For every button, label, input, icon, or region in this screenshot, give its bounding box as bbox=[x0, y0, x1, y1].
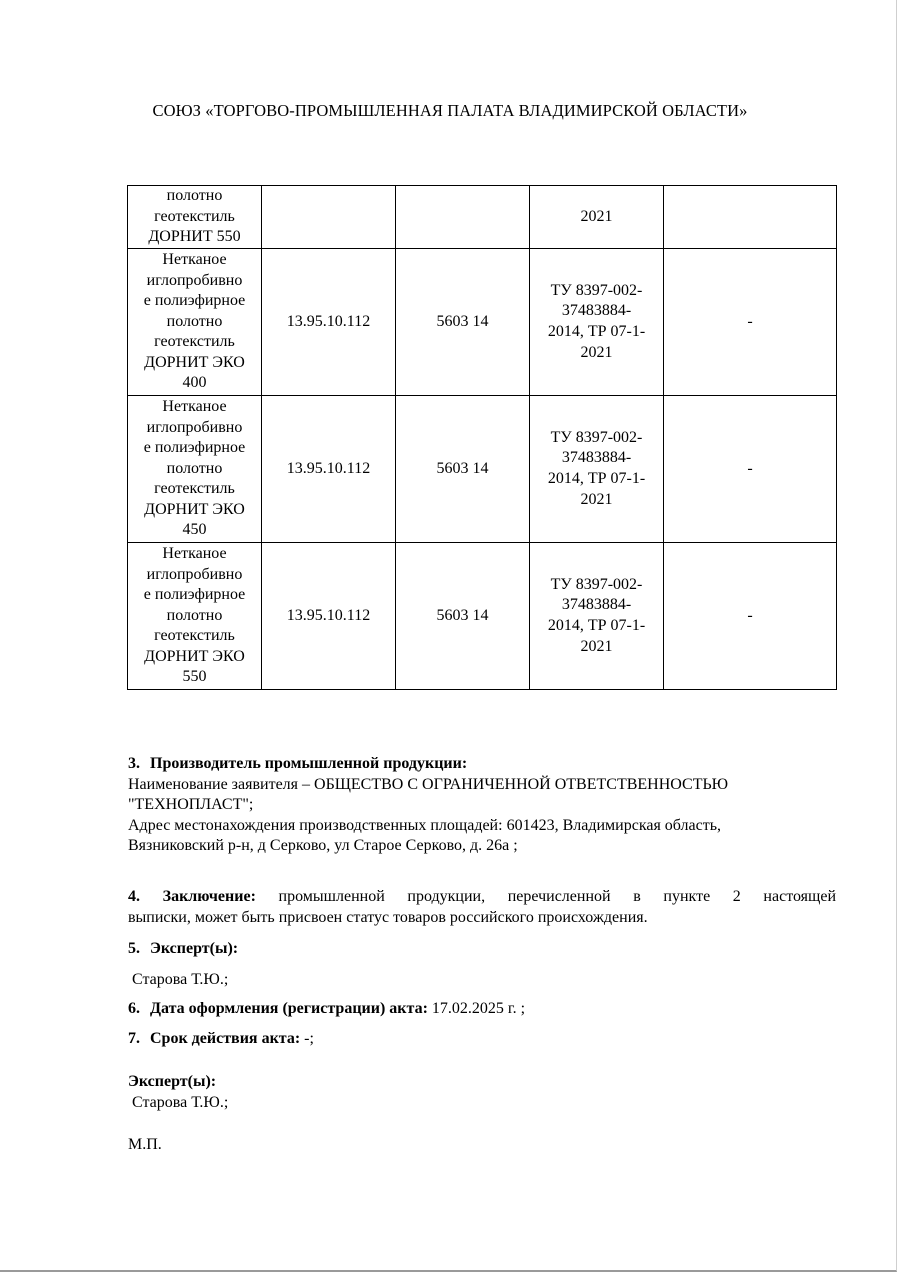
product-name-line: полотно bbox=[166, 606, 223, 624]
product-name-line: Нетканое bbox=[162, 250, 227, 268]
section-validity bbox=[128, 1029, 836, 1050]
organization-title bbox=[0, 101, 899, 121]
validity-value: -; bbox=[304, 1030, 314, 1047]
section-title: Эксперт(ы): bbox=[150, 940, 239, 957]
product-name-line: геотекстиль bbox=[154, 480, 235, 498]
table-row bbox=[128, 249, 837, 396]
tnved-cell bbox=[396, 186, 530, 249]
registration-date-value: 17.02.2025 г. ; bbox=[431, 1000, 526, 1017]
section-number: 7. bbox=[128, 1030, 140, 1047]
standard-line: 2014, ТР 07-1- bbox=[547, 470, 646, 487]
table-row bbox=[128, 396, 837, 543]
standard-cell bbox=[530, 543, 664, 690]
products-table-body bbox=[128, 186, 837, 690]
signature-heading: Эксперт(ы): bbox=[128, 1073, 217, 1090]
section-title: Заключение: bbox=[162, 888, 256, 905]
section-experts bbox=[128, 939, 836, 960]
applicant-line: "ТЕХНОПЛАСТ"; bbox=[128, 796, 254, 814]
product-name-line: полотно bbox=[166, 459, 223, 477]
okpd-cell: 13.95.10.112 bbox=[262, 249, 396, 396]
standard-line: 2021 bbox=[580, 343, 613, 361]
section-title: Производитель промышленной продукции: bbox=[150, 755, 468, 772]
okpd-cell: 13.95.10.112 bbox=[262, 396, 396, 543]
product-name-line: е полиэфирное bbox=[143, 586, 246, 604]
standard-cell bbox=[530, 396, 664, 543]
conclusion-text-line: выписки, может быть присвоен статус товаров российского происхождения. bbox=[128, 908, 648, 926]
standard-line: 37483884- bbox=[561, 596, 632, 614]
section-manufacturer bbox=[128, 754, 836, 857]
product-name-line: ДОРНИТ 550 bbox=[148, 228, 241, 246]
product-name-line: иглопробивно bbox=[146, 565, 243, 583]
section-number: 6. bbox=[128, 1000, 140, 1017]
product-name-line: е полиэфирное bbox=[143, 439, 246, 457]
okpd-cell: 13.95.10.112 bbox=[262, 543, 396, 690]
product-name-line: геотекстиль bbox=[154, 333, 235, 351]
product-name-cell bbox=[128, 543, 262, 690]
product-name-line: е полиэфирное bbox=[143, 292, 246, 310]
extra-cell: - bbox=[664, 396, 837, 543]
tnved-cell: 5603 14 bbox=[396, 249, 530, 396]
product-name-line: ДОРНИТ ЭКО bbox=[144, 500, 245, 518]
product-name-line: ДОРНИТ ЭКО bbox=[144, 647, 245, 665]
product-name-line: геотекстиль bbox=[154, 207, 235, 225]
section-number: 5. bbox=[128, 940, 140, 957]
standard-line: 2021 bbox=[580, 207, 613, 225]
conclusion-text: промышленной продукции, перечисленной в пункте 2 настоящей bbox=[278, 888, 837, 905]
product-name-line: иглопробивно bbox=[146, 271, 243, 289]
product-name-line: ДОРНИТ ЭКО bbox=[144, 353, 245, 371]
product-name-line: иглопробивно bbox=[146, 418, 243, 436]
product-name-line: полотно bbox=[166, 187, 223, 205]
product-name-cell bbox=[128, 186, 262, 249]
stamp-placeholder: М.П. bbox=[128, 1136, 162, 1153]
product-name-cell bbox=[128, 249, 262, 396]
standard-cell bbox=[530, 249, 664, 396]
product-name-line: 550 bbox=[182, 668, 207, 686]
extra-cell bbox=[664, 186, 837, 249]
product-name-line: 400 bbox=[182, 374, 207, 392]
section-title: Дата оформления (регистрации) акта: bbox=[150, 1000, 428, 1017]
expert-name: Старова Т.Ю.; bbox=[132, 971, 229, 988]
product-name-line: геотекстиль bbox=[154, 627, 235, 645]
standard-line: 2014, ТР 07-1- bbox=[547, 323, 646, 340]
standard-line: ТУ 8397-002- bbox=[550, 281, 643, 299]
applicant-line: Наименование заявителя – ОБЩЕСТВО С ОГРАНИЧЕННОЙ ОТВЕТСТВЕННОСТЬЮ bbox=[128, 775, 729, 793]
section-number: 3. bbox=[128, 755, 140, 772]
product-name-line: 450 bbox=[182, 521, 207, 539]
tnved-cell: 5603 14 bbox=[396, 396, 530, 543]
okpd-cell bbox=[262, 186, 396, 249]
standard-line: 37483884- bbox=[561, 449, 632, 467]
address-line: Вязниковский р-н, д Серково, ул Старое Серково, д. 26а ; bbox=[128, 837, 518, 855]
section-number: 4. bbox=[128, 888, 140, 905]
section-title: Срок действия акта: bbox=[150, 1030, 301, 1047]
section-conclusion bbox=[128, 887, 836, 928]
product-name-line: Нетканое bbox=[162, 397, 227, 415]
conclusion-first-line bbox=[128, 887, 836, 908]
product-name-line: полотно bbox=[166, 312, 223, 330]
standard-line: ТУ 8397-002- bbox=[550, 428, 643, 446]
product-name-line: Нетканое bbox=[162, 544, 227, 562]
signature-name: Старова Т.Ю.; bbox=[132, 1094, 229, 1111]
extra-cell: - bbox=[664, 249, 837, 396]
standard-line: 2021 bbox=[580, 490, 613, 508]
standard-line: ТУ 8397-002- bbox=[550, 575, 643, 593]
section-registration-date bbox=[128, 999, 836, 1020]
organization-title-text: СОЮЗ «ТОРГОВО-ПРОМЫШЛЕННАЯ ПАЛАТА ВЛАДИМИРСКОЙ ОБЛАСТИ» bbox=[152, 101, 748, 120]
products-table bbox=[127, 185, 837, 690]
standard-line: 2014, ТР 07-1- bbox=[547, 617, 646, 634]
table-row bbox=[128, 543, 837, 690]
standard-cell bbox=[530, 186, 664, 249]
standard-line: 37483884- bbox=[561, 302, 632, 320]
standard-line: 2021 bbox=[580, 637, 613, 655]
address-line: Адрес местонахождения производственных площадей: 601423, Владимирская область, bbox=[128, 816, 722, 834]
product-name-cell bbox=[128, 396, 262, 543]
extra-cell: - bbox=[664, 543, 837, 690]
section-heading bbox=[128, 754, 836, 775]
tnved-cell: 5603 14 bbox=[396, 543, 530, 690]
table-row bbox=[128, 186, 837, 249]
section-heading bbox=[128, 939, 836, 960]
